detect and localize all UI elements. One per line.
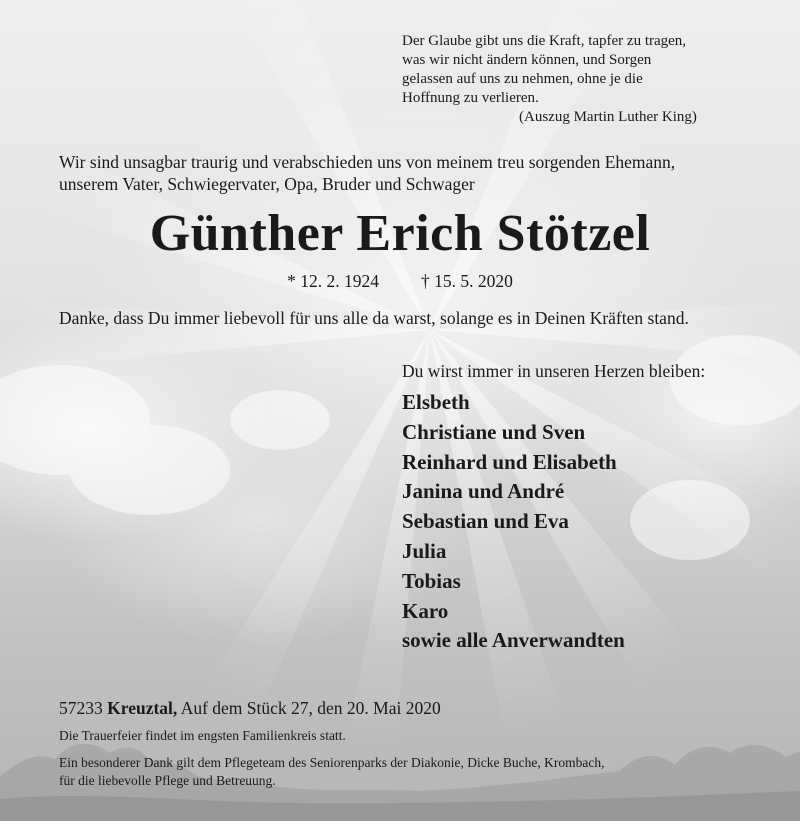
mourner-name: Tobias [402, 568, 461, 593]
quote-source: (Auszug Martin Luther King) [519, 109, 697, 125]
funeral-note: Die Trauerfeier findet im engsten Familienkreis statt. [59, 728, 346, 743]
special-thanks-line: Ein besonderer Dank gilt dem Pflegeteam des Seniorenparks der Diakonie, Dicke Buche, Krombach, [59, 755, 605, 770]
quote-line: gelassen auf uns zu nehmen, ohne je die [402, 71, 643, 87]
quote-line: Hoffnung zu verlieren. [402, 90, 539, 106]
mourner-name: Janina und André [402, 479, 565, 504]
special-thanks-line: für die liebevolle Pflege und Betreuung. [59, 773, 276, 788]
death-date: † 15. 5. 2020 [421, 271, 513, 291]
thanks-text: Danke, dass Du immer liebevoll für uns alle da warst, solange es in Deinen Kräften stand. [59, 308, 689, 328]
intro-line: Wir sind unsagbar traurig und verabschieden uns von meinem treu sorgenden Ehemann, [59, 152, 676, 172]
mourner-name: Sebastian und Eva [402, 509, 569, 534]
deceased-name: Günther Erich Stötzel [149, 205, 651, 262]
quote-line: was wir nicht ändern können, und Sorgen [402, 52, 652, 68]
mourner-name: Reinhard und Elisabeth [402, 449, 617, 474]
birth-date: * 12. 2. 1924 [287, 271, 379, 291]
address-date: Auf dem Stück 27, den 20. Mai 2020 [180, 698, 441, 718]
mourner-name: Elsbeth [402, 390, 470, 414]
mourner-name: Karo [402, 598, 449, 623]
intro-text [59, 151, 749, 195]
zip-code: 57233 [59, 698, 103, 718]
mourner-name: Christiane und Sven [402, 419, 586, 444]
place-and-date [59, 697, 441, 719]
city: Kreuztal, [107, 698, 178, 718]
mourners-list [402, 388, 625, 656]
quote-block [402, 32, 742, 108]
mourner-name: Julia [402, 538, 447, 563]
intro-line: unserem Vater, Schwiegervater, Opa, Bruder und Schwager [59, 174, 475, 194]
hearts-line: Du wirst immer in unseren Herzen bleiben: [402, 361, 706, 381]
life-dates [0, 270, 800, 292]
mourner-name: sowie alle Anverwandten [402, 628, 625, 653]
special-thanks [59, 754, 604, 790]
quote-line: Der Glaube gibt uns die Kraft, tapfer zu tragen, [402, 33, 687, 49]
